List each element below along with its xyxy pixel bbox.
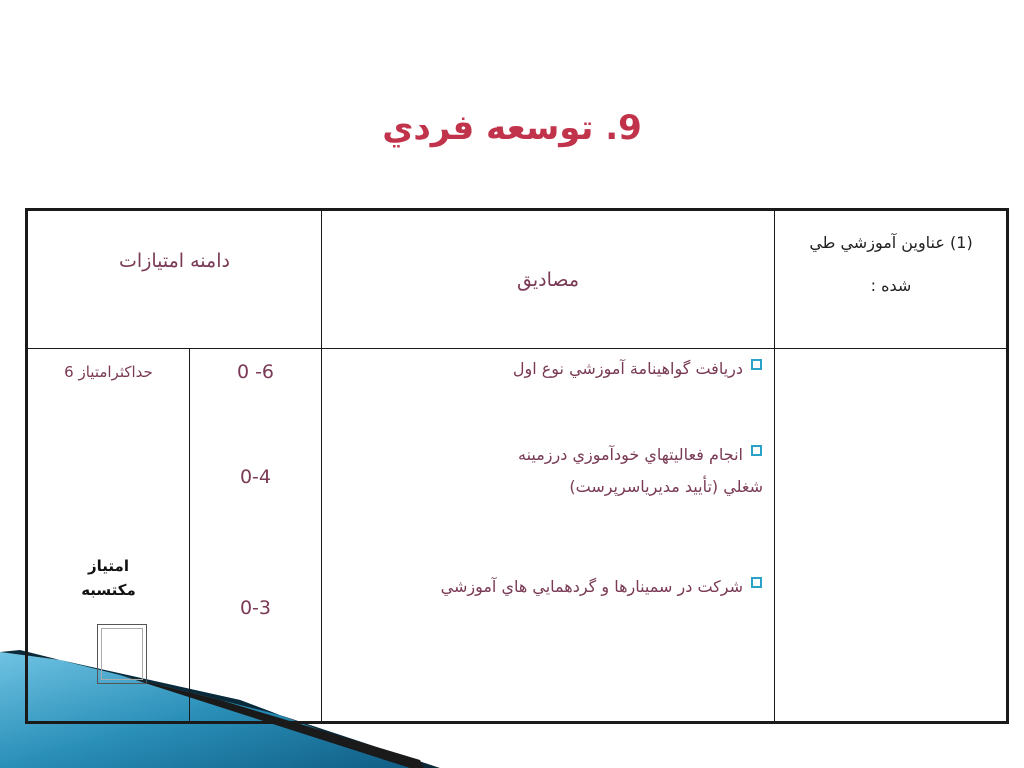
bullet-text: دريافت گواهينامة آموزشي نوع اول bbox=[512, 359, 743, 378]
list-item bbox=[513, 353, 762, 385]
checkbox-icon bbox=[751, 359, 762, 370]
examples-cell bbox=[322, 349, 774, 724]
header-training-titles-line2: شده : bbox=[870, 276, 912, 295]
range-value: 0-4 bbox=[239, 466, 272, 488]
bullet-text-line2: شغلي (تأييد مديرياسرپرست) bbox=[569, 477, 763, 496]
page-title: 9. توسعه فردي bbox=[382, 108, 642, 148]
checkbox-icon bbox=[751, 445, 762, 456]
range-value: 0-3 bbox=[239, 597, 272, 619]
bullet-text bbox=[517, 439, 763, 503]
max-score-label: حداكثرامتياز 6 bbox=[64, 363, 153, 381]
header-examples-label: مصاديق bbox=[516, 268, 580, 291]
list-item bbox=[441, 571, 762, 603]
header-score-range bbox=[28, 211, 321, 311]
earned-score-input-inner bbox=[101, 628, 143, 680]
score-table bbox=[25, 208, 1009, 724]
ranges-cell bbox=[190, 349, 321, 724]
header-examples bbox=[322, 211, 774, 348]
header-score-range-label: دامنه امتيازات bbox=[119, 250, 230, 272]
range-value: 0 -6 bbox=[236, 361, 275, 383]
bullet-text-line1: انجام فعاليتهاي خودآموزي درزمينه bbox=[517, 445, 743, 464]
header-training-titles bbox=[775, 211, 1007, 348]
list-item bbox=[518, 439, 762, 503]
checkbox-icon bbox=[751, 577, 762, 588]
header-training-titles-line1: (1) عناوين آموزشي طي bbox=[809, 233, 973, 252]
earned-score-line2: مكتسبه bbox=[81, 581, 136, 599]
bullet-text: شركت در سمينارها و گردهمايي هاي آموزشي bbox=[440, 577, 743, 596]
earned-score-line1: امتياز bbox=[88, 557, 129, 575]
earned-score-label bbox=[28, 554, 189, 602]
earned-score-input[interactable] bbox=[97, 624, 147, 684]
